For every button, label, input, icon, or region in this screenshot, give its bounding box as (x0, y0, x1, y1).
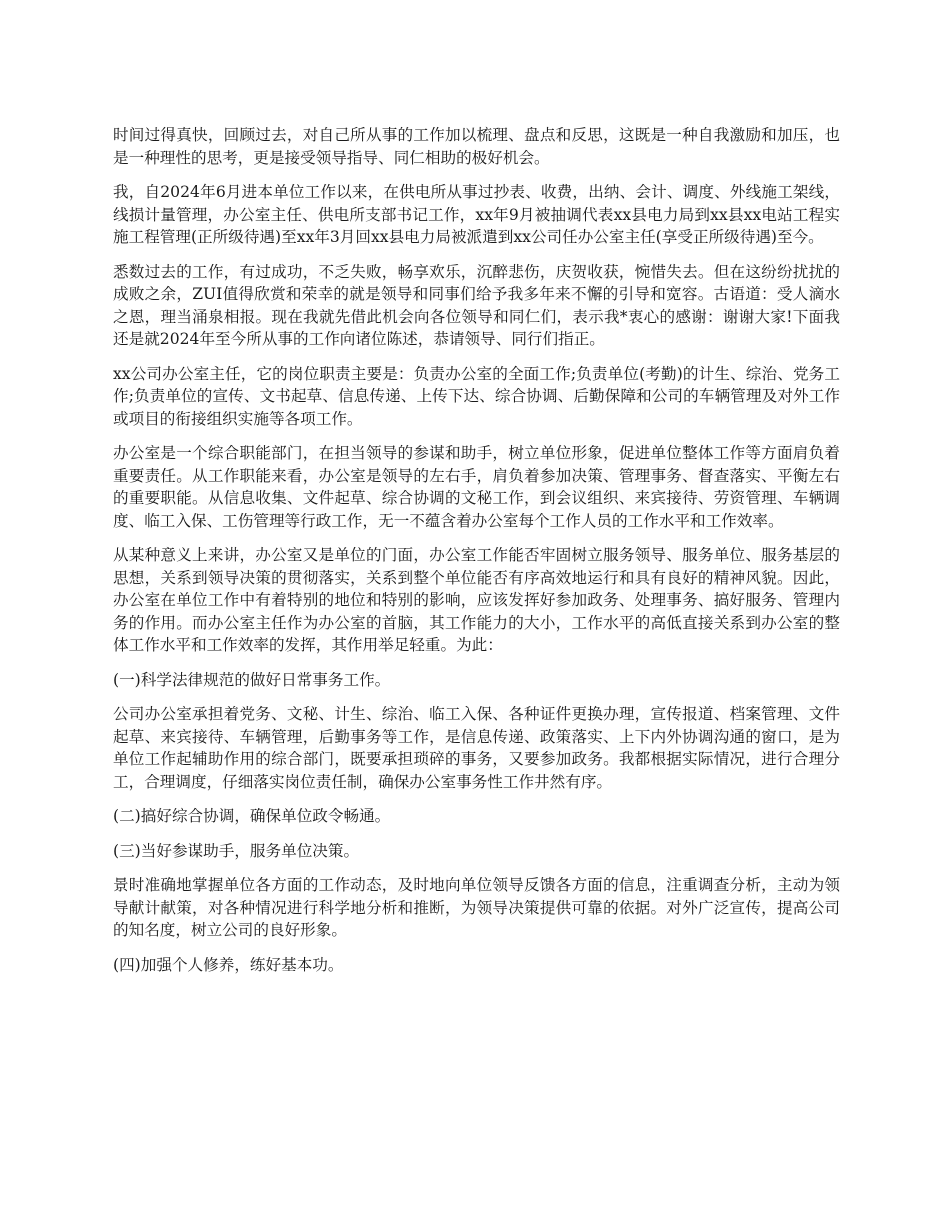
section-heading-4: (四)加强个人修养，练好基本功。 (113, 955, 344, 974)
document-body (113, 124, 840, 988)
section-heading-3: (三)当好参谋助手，服务单位决策。 (113, 841, 360, 860)
paragraph-office-significance: 从某种意义上来讲，办公室又是单位的门面，办公室工作能否牢固树立服务领导、服务单位、服务基层的思想，关系到领导决策的贯彻落实，关系到整个单位能否有序高效地运行和具有良好的精神风貌。因此，办公室在单位工作中有着特别的地位和特别的影响，应该发挥好参加政务、处理事务、搞好服务、管理内务的作用。而办公室主任作为办公室的首脑，其工作能力的大小，工作水平的高低直接关系到办公室的整体工作水平和工作效率的发挥，其作用举足轻重。为此： (113, 546, 840, 654)
paragraph-advisory: 景时准确地掌握单位各方面的工作动态，及时地向单位领导反馈各方面的信息，注重调查分析，主动为领导献计献策，对各种情况进行科学地分析和推断，为领导决策提供可靠的依据。对外广泛宣传，提高公司的知名度，树立公司的良好形象。 (113, 876, 840, 939)
paragraph-work-history: 我，自2024年6月进本单位工作以来，在供电所从事过抄表、收费，出纳、会计、调度、外线施工架线，线损计量管理，办公室主任、供电所支部书记工作，xx年9月被抽调代表xx县电力局到xx县xx电站工程实施工程管理(正所级待遇)至xx年3月回xx县电力局被派遣到xx公司任办公室主任(享受正所级待遇)至今。 (113, 183, 840, 246)
paragraph-office-function: 办公室是一个综合职能部门，在担当领导的参谋和助手，树立单位形象，促进单位整体工作等方面肩负着重要责任。从工作职能来看，办公室是领导的左右手，肩负着参加决策、管理事务、督查落实、平衡左右的重要职能。从信息收集、文件起草、综合协调的文秘工作，到会议组织、来宾接待、劳资管理、车辆调度、临工入保、工伤管理等行政工作，无一不蕴含着办公室每个工作人员的工作水平和工作效率。 (113, 444, 840, 530)
paragraph-reflection: 悉数过去的工作，有过成功，不乏失败，畅享欢乐，沉醉悲伤，庆贺收获，惋惜失去。但在这纷纷扰扰的成败之余，ZUI值得欣赏和荣幸的就是领导和同事们给予我多年来不懈的引导和宽容。古语道：受人滴水之恩，理当涌泉相报。现在我就先借此机会向各位领导和同仁们，表示我*衷心的感谢：谢谢大家!下面我还是就2024年至今所从事的工作向诸位陈述，恭请领导、同行们指正。 (113, 262, 840, 348)
paragraph-daily-affairs: 公司办公室承担着党务、文秘、计生、综治、临工入保、各种证件更换办理，宣传报道、档案管理、文件起草、来宾接待、车辆管理，后勤事务等工作，是信息传递、政策落实、上下内外协调沟通的窗口，是为单位工作起辅助作用的综合部门，既要承担琐碎的事务，又要参加政务。我都根据实际情况，进行合理分工，合理调度，仔细落实岗位责任制，确保办公室事务性工作井然有序。 (113, 705, 840, 791)
section-heading-2: (二)搞好综合协调，确保单位政令畅通。 (113, 807, 391, 825)
paragraph-job-duties: xx公司办公室主任，它的岗位职责主要是：负责办公室的全面工作;负责单位(考勤)的计生、综治、党务工作;负责单位的宣传、文书起草、信息传递、上传下达、综合协调、后勤保障和公司的车辆管理及对外工作或项目的衔接组织实施等各项工作。 (113, 364, 840, 428)
section-heading-1: (一)科学法律规范的做好日常事务工作。 (113, 670, 391, 689)
paragraph-intro: 时间过得真快，回顾过去，对自己所从事的工作加以梳理、盘点和反思，这既是一种自我激励和加压，也是一种理性的思考，更是接受领导指导、同仁相助的极好机会。 (113, 126, 840, 167)
